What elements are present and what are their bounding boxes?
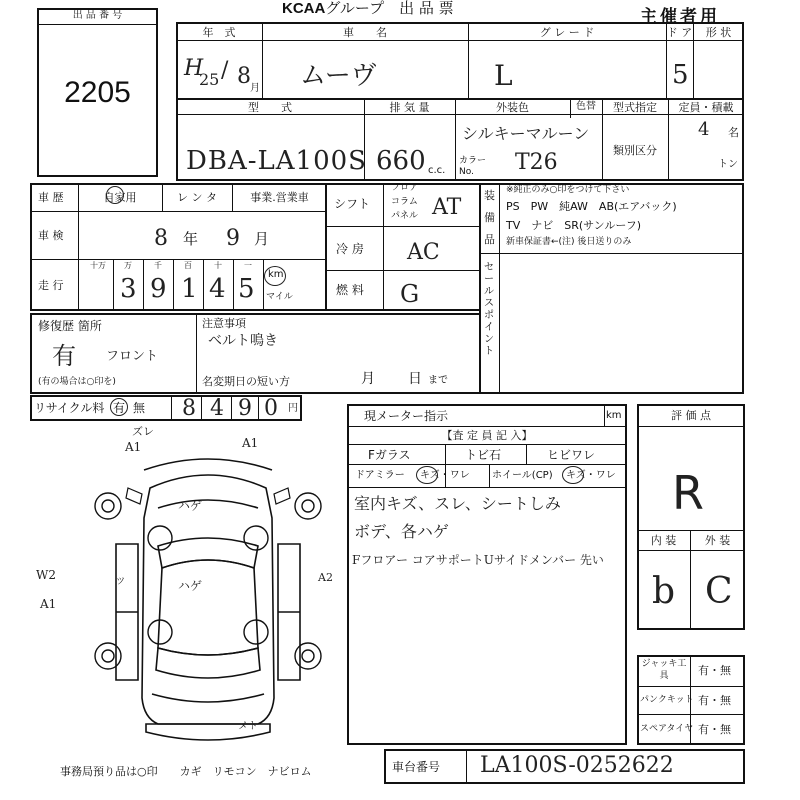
glass-crack-option: ヒビワレ (547, 448, 596, 462)
grade-value: L (494, 59, 513, 92)
door-mirror-options: キズ・ワレ (420, 470, 470, 481)
interior-grade-label: 内 装 (650, 534, 677, 547)
damage-mark: A2 (318, 571, 333, 584)
damage-mark: A1 (40, 597, 57, 611)
own-use-circle (106, 186, 124, 204)
own-use-option: 自家用 (103, 191, 137, 204)
repair-history-value: 有 (52, 342, 76, 370)
brand-name: KCAA (282, 0, 326, 17)
lot-number-label: 出 品 番 号 (72, 10, 123, 21)
glass-chip-option: トビ石 (465, 448, 502, 462)
load-unit: トン (718, 159, 738, 170)
damage-mark: A1 (242, 436, 259, 450)
recycle-digit: 8 (182, 396, 196, 421)
shift-label: シフト (334, 197, 371, 211)
month-value: 8 (237, 64, 251, 89)
displacement-unit: c.c. (428, 165, 446, 176)
damage-mark: ハゲ (178, 499, 203, 513)
sales-point-label: セールスポイント (484, 262, 494, 357)
equipment-line-1: PS PW 純AW AB(エアバック) (506, 200, 677, 213)
repair-location: フロント (106, 349, 159, 364)
mileage-digit: 1 (181, 274, 198, 304)
capacity-unit: 名 (728, 126, 739, 139)
car-damage-diagram (88, 448, 328, 748)
doors-label: ド ア (666, 26, 693, 39)
jack-tools-label: ジャッキ工具 (641, 659, 687, 681)
mileage-digit: 9 (150, 274, 167, 304)
color-code-no-label: No. (459, 167, 474, 177)
fuel-label: 燃 料 (336, 283, 364, 297)
year-era: H (184, 56, 204, 81)
damage-mark: W2 (36, 568, 56, 582)
car-name-value: ムーヴ (300, 61, 377, 91)
puncture-kit-label: パンクキット (640, 695, 694, 705)
mirror-icon (126, 488, 290, 504)
mileage-digit: 5 (238, 274, 255, 304)
damage-mark: A1 (125, 440, 142, 454)
door-mirror-label: ドアミラー (355, 470, 405, 481)
mileage-label: 走 行 (38, 279, 64, 292)
meter-label: 現メーター指示 (364, 409, 449, 423)
mirror-scratch-circle (416, 466, 438, 484)
exterior-grade-label: 外 装 (704, 534, 731, 547)
remarks-label: 注意事項 (202, 317, 246, 330)
car-name-label: 車 名 (343, 26, 387, 39)
remarks-value: ベルト鳴き (208, 333, 278, 349)
business-option: 事業.営業車 (250, 191, 309, 204)
overall-grade: R (672, 466, 704, 520)
organizer-label: 主催者用 (640, 7, 720, 27)
damage-mark: ハゲ (178, 579, 203, 593)
document-title (282, 0, 454, 18)
mileage-digit: 3 (120, 274, 137, 304)
grade-label: グ レ ー ド (539, 26, 595, 39)
year-sep: / (221, 58, 229, 83)
office-items: 事務局預り品は○印 カギ リモコン ナビロム (60, 765, 312, 778)
damage-mark: ズレ (132, 425, 154, 438)
history-label: 車 歴 (38, 191, 64, 204)
inspection-year-unit: 年 (183, 230, 199, 248)
category-label: 類別区分 (613, 144, 657, 157)
interior-grade: b (652, 571, 676, 612)
color-change-label: 色替 (576, 101, 596, 112)
inspection-month: 9 (226, 226, 240, 251)
damage-mark: メト (238, 721, 258, 732)
inspection-label: 車 検 (38, 229, 64, 242)
wheel-options: キズ・ワレ (566, 470, 616, 481)
model-label: 型 式 (248, 101, 292, 114)
spare-tire-options: 有・無 (698, 723, 731, 736)
displacement-value: 660 (376, 146, 426, 176)
inspection-note: Fフロアー コアサポートUサイドメンバー 先い (352, 553, 604, 567)
damage-mark: ツ (116, 577, 126, 587)
color-code-label: カラー (459, 156, 487, 166)
color-value: シルキーマルーン (462, 124, 590, 143)
car-outline-icon (116, 459, 300, 740)
shift-value: AT (432, 195, 462, 220)
lot-number: 2205 (64, 76, 131, 109)
puncture-kit-options: 有・無 (698, 694, 731, 707)
wheel-scratch-circle (562, 466, 584, 484)
repair-history-label: 修復歴 箇所 (38, 319, 102, 333)
recycle-digit: 9 (238, 396, 252, 421)
equipment-line-2: TV ナビ SR(サンルーフ) (506, 219, 642, 232)
displacement-label: 排 気 量 (389, 101, 430, 114)
jack-tools-options: 有・無 (698, 664, 731, 677)
equipment-box (479, 183, 744, 394)
inspection-year: 8 (154, 226, 168, 251)
model-value: DBA-LA100S (186, 146, 367, 176)
capacity-label: 定員・積載 (678, 101, 734, 114)
equipment-line-3: 新車保証書←(注) 後日送りのみ (506, 237, 632, 247)
inspector-header: 【査 定 員 記 入】 (441, 429, 533, 442)
chassis-number-value: LA100S-0252622 (480, 753, 674, 778)
mileage-mile: マイル (266, 292, 293, 302)
color-label: 外装色 (496, 101, 529, 114)
inspection-note: 室内キズ、スレ、シートしみ (354, 494, 561, 513)
mileage-km: km (268, 269, 284, 280)
inspection-month-unit: 月 (254, 230, 270, 248)
mileage-digit: 4 (209, 274, 226, 304)
chassis-number-label: 車台番号 (392, 760, 441, 774)
ac-value: AC (407, 240, 440, 265)
year-label: 年 式 (202, 26, 236, 39)
rental-option: レ ン タ (177, 191, 217, 204)
recycle-digit: 0 (264, 396, 278, 421)
wheel-icon (95, 493, 321, 669)
inspection-note: ボデ、各ハゲ (354, 522, 449, 541)
front-glass-label: Fガラス (368, 448, 411, 462)
title-text: グループ 出 品 票 (325, 0, 454, 17)
color-code-value: T26 (515, 150, 558, 175)
equipment-note: ※純正のみ○印をつけて下さい (506, 185, 630, 195)
model-designation-label: 型式指定 (613, 101, 657, 114)
shape-label: 形 状 (705, 26, 732, 39)
grade-label: 評 価 点 (671, 409, 711, 422)
capacity-value: 4 (698, 119, 710, 140)
recycle-digit: 4 (210, 396, 224, 421)
year-value: 25 (199, 70, 220, 89)
repair-note: (有の場合は○印を) (38, 377, 116, 387)
fuel-value: G (400, 280, 420, 308)
recycle-fee-label: リサイクル料 (34, 401, 105, 415)
spare-tire-label: スペアタイヤ (640, 724, 694, 734)
deadline-label: 名変期日の短い方 (202, 375, 290, 388)
ac-label: 冷 房 (336, 242, 364, 256)
meter-unit: km (606, 410, 622, 421)
doors-value: 5 (672, 60, 689, 90)
exterior-grade: C (705, 571, 733, 612)
month-unit: 月 (250, 83, 260, 94)
wheel-label: ホイール(CP) (492, 470, 553, 481)
